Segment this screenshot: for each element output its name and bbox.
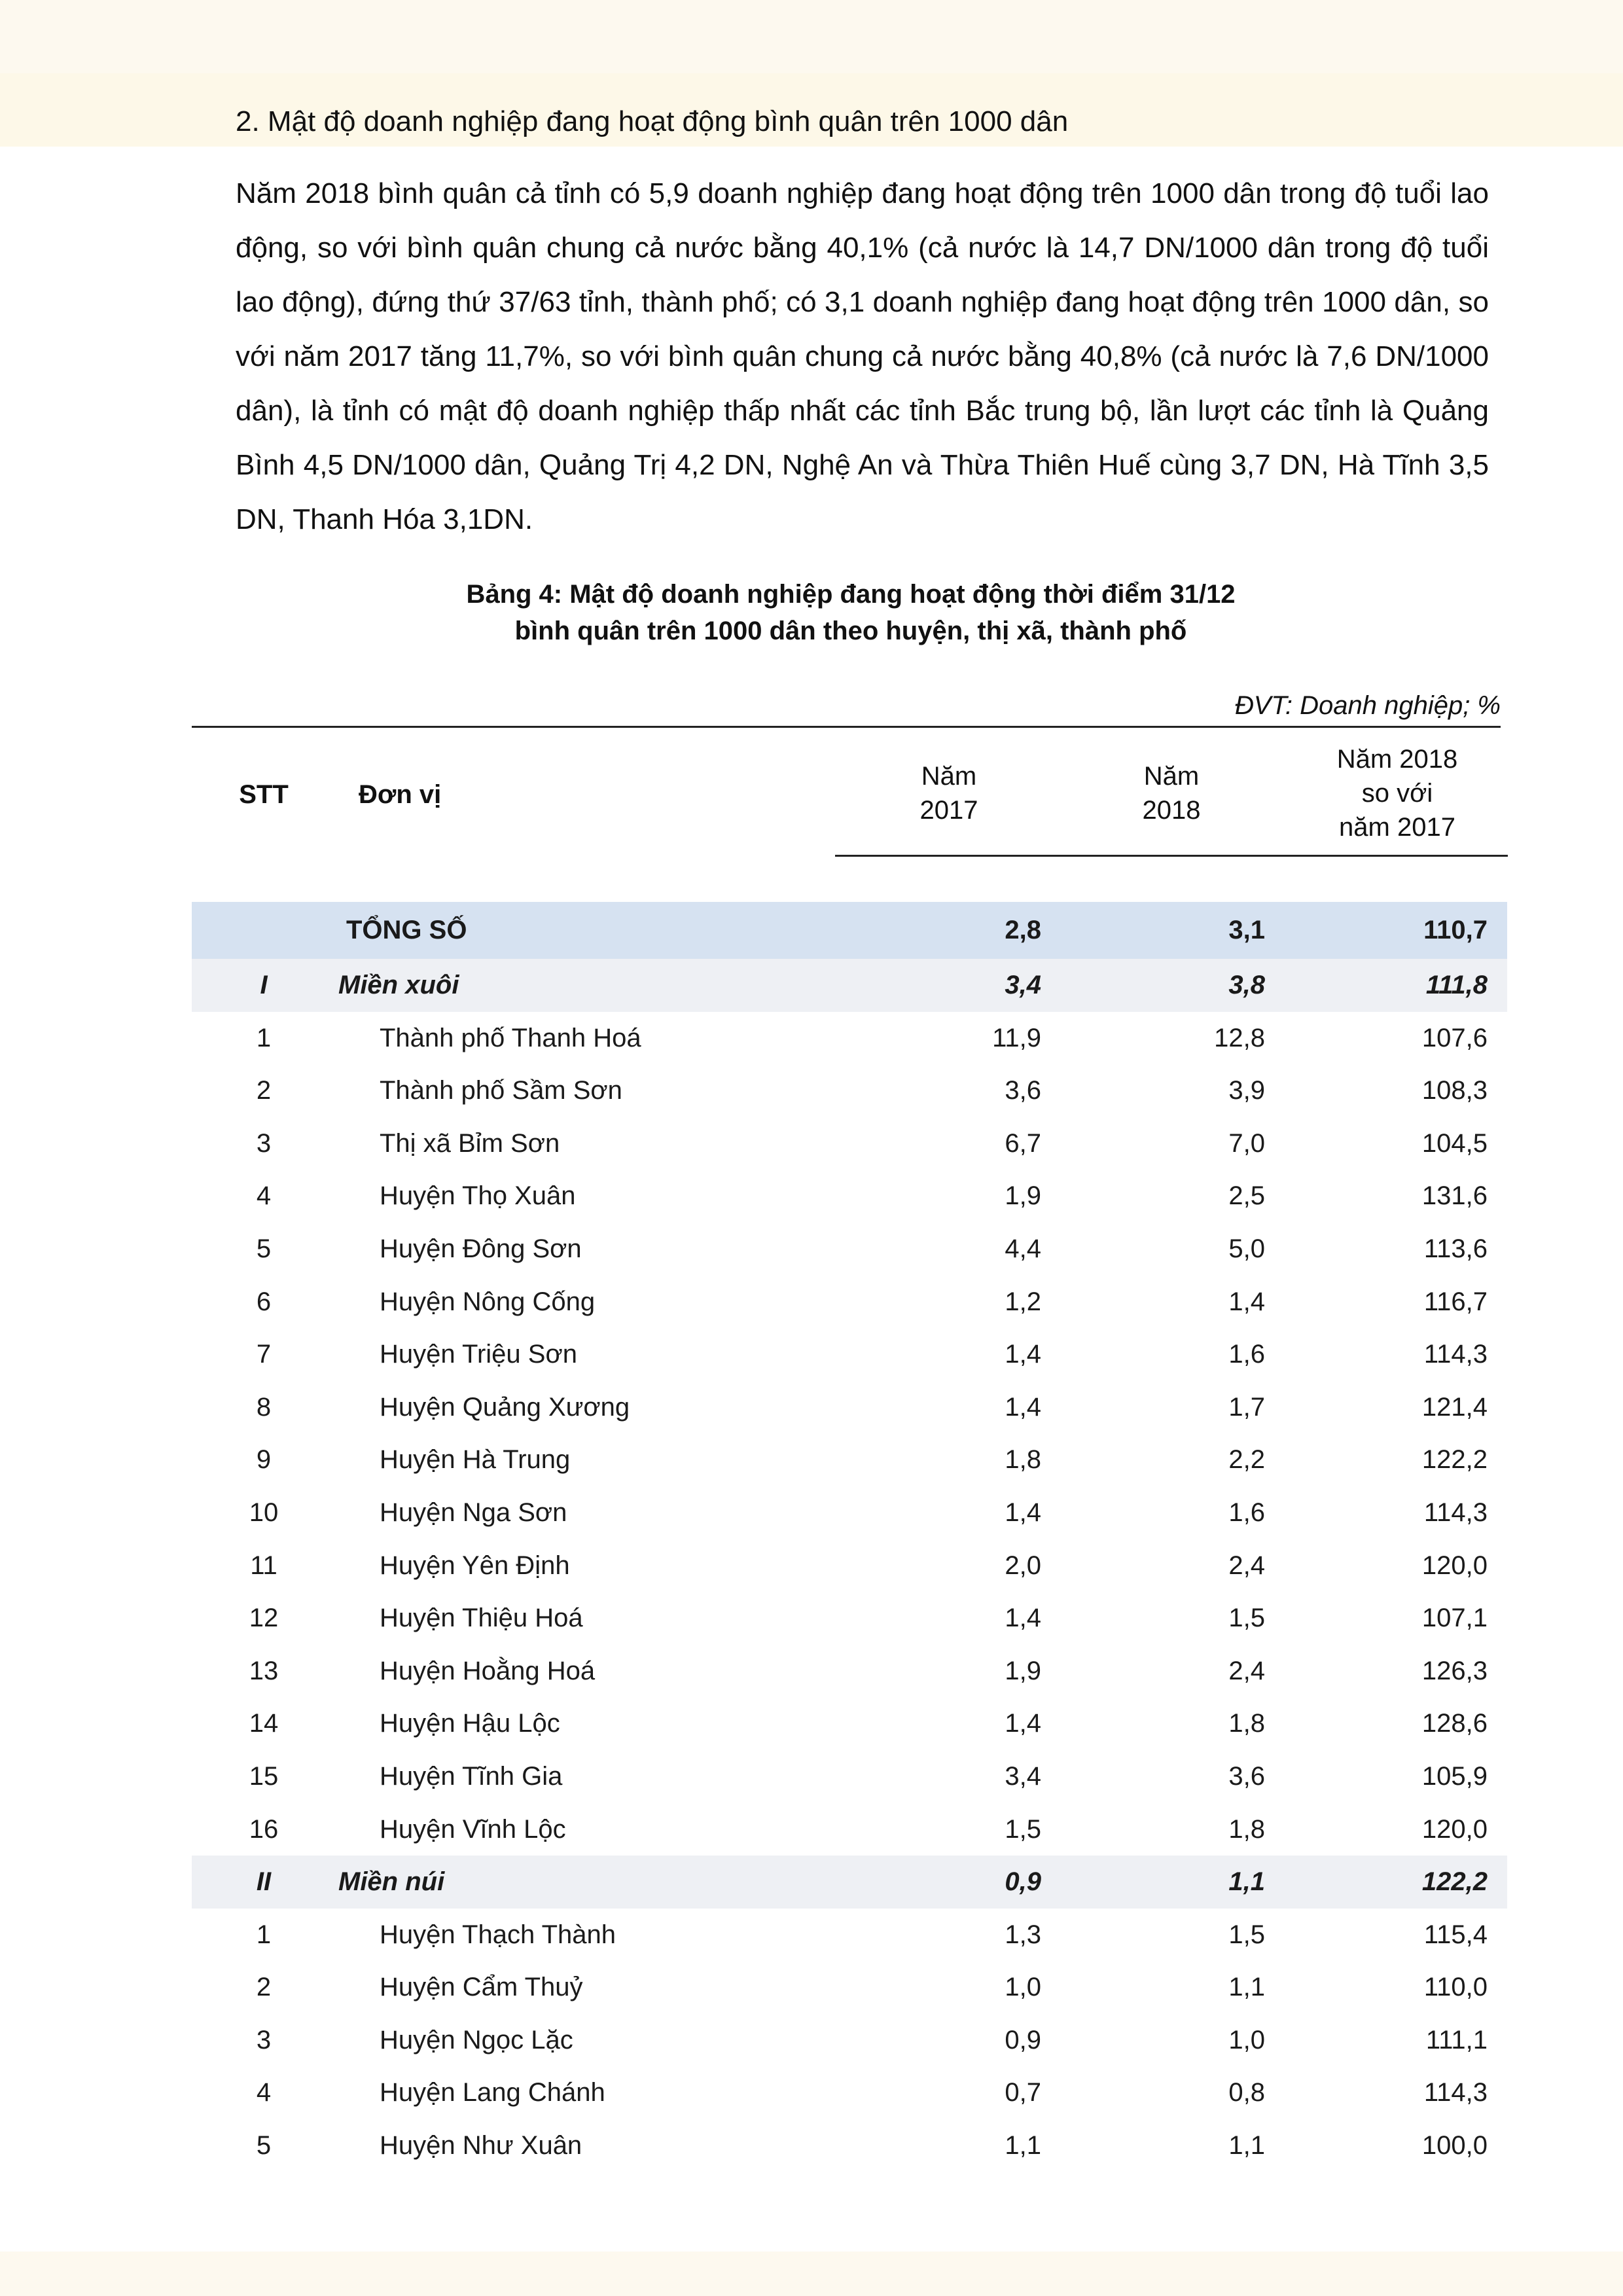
cell-stt: 4	[256, 2078, 272, 2108]
table-unit-note: ĐVT: Doanh nghiệp; %	[1234, 691, 1501, 720]
cell-percent: 116,7	[1423, 1287, 1488, 1316]
table-row	[192, 1117, 1507, 1170]
table-caption	[236, 576, 1466, 649]
cell-percent: 114,3	[1423, 1498, 1488, 1527]
cell-value-2018: 1,5	[1228, 1604, 1265, 1633]
cell-percent: 120,0	[1421, 1551, 1488, 1580]
cell-name: Huyện Nga Sơn	[380, 1498, 567, 1527]
table-row	[192, 1486, 1507, 1539]
cell-stt: 3	[256, 1128, 272, 1158]
table-row	[192, 1276, 1507, 1329]
cell-value-2017: 1,1	[1005, 2131, 1041, 2161]
table-top-rule	[192, 726, 1501, 728]
cell-value-2017: 1,4	[1005, 1340, 1041, 1369]
cell-stt: 9	[256, 1445, 272, 1475]
cell-name: Huyện Đông Sơn	[380, 1234, 582, 1263]
cell-name: Thành phố Thanh Hoá	[380, 1023, 641, 1052]
section-heading: 2. Mật độ doanh nghiệp đang hoạt động bình quân trên 1000 dân	[236, 105, 1069, 137]
cell-percent: 114,3	[1423, 2078, 1488, 2108]
table-row	[192, 1433, 1507, 1486]
cell-value-2017: 2,0	[1005, 1551, 1041, 1580]
cell-value-2018: 12,8	[1214, 1023, 1265, 1052]
cell-value-2017: 11,9	[992, 1023, 1041, 1052]
header-year-2018-line-1: Năm	[1143, 762, 1200, 791]
cell-value-2017: 3,4	[1005, 1761, 1041, 1791]
cell-value-2017: 1,4	[1005, 1498, 1041, 1527]
cell-stt: 6	[256, 1287, 272, 1316]
cell-value-2018: 1,1	[1228, 1973, 1265, 2002]
cell-stt: 10	[249, 1498, 279, 1527]
cell-value-2018: 7,0	[1228, 1128, 1265, 1158]
cell-percent: 110,0	[1423, 1973, 1488, 2002]
cell-percent: 107,1	[1421, 1604, 1488, 1633]
cell-percent: 105,9	[1421, 1761, 1488, 1791]
table-row	[192, 1697, 1507, 1750]
header-year-2017-line-1: Năm	[921, 762, 977, 791]
cell-value-2017: 1,4	[1005, 1709, 1041, 1738]
cell-stt: 15	[249, 1761, 279, 1791]
cell-percent: 104,5	[1421, 1128, 1488, 1158]
cell-value-2018: 0,8	[1228, 2078, 1265, 2108]
table-row	[192, 1645, 1507, 1698]
table-row	[192, 1170, 1507, 1223]
cell-percent: 126,3	[1421, 1656, 1488, 1685]
cell-value-2017: 1,0	[1005, 1973, 1041, 2002]
cell-value-2017: 0,9	[1005, 2025, 1041, 2054]
cell-stt: 5	[256, 2131, 272, 2161]
cell-name: Thành phố Sầm Sơn	[380, 1076, 622, 1105]
cell-value-2018: 2,4	[1228, 1551, 1265, 1580]
cell-stt: II	[256, 1867, 272, 1897]
cell-value-2017: 3,6	[1005, 1076, 1041, 1105]
cell-percent: 121,4	[1421, 1392, 1488, 1422]
header-stt: STT	[239, 780, 289, 809]
cell-stt: 14	[249, 1709, 279, 1738]
cell-name: Huyện Tĩnh Gia	[380, 1761, 563, 1791]
cell-percent: 131,6	[1421, 1181, 1488, 1211]
cell-value-2017: 0,9	[1005, 1867, 1041, 1897]
body-paragraph: Năm 2018 bình quân cả tỉnh có 5,9 doanh nghiệp đang hoạt động trên 1000 dân trong độ tuổi lao động, so với bình quân chung cả nước bằng 40,1% (cả nước là 14,7 DN/1000 dân trong độ tuổi lao động), đứng thứ 37/63 tỉnh, thành phố; có 3,1 doanh nghiệp đang hoạt động trên 1000 dân, so với năm 2017 tăng 11,7%, so với bình quân chung cả nước bằng 40,8% (cả nước là 7,6 DN/1000 dân), là tỉnh có mật độ doanh nghiệp thấp nhất các tỉnh Bắc trung bộ, lần lượt các tỉnh là Quảng Bình 4,5 DN/1000 dân, Quảng Trị 4,2 DN, Nghệ An và Thừa Thiên Huế cùng 3,7 DN, Hà Tĩnh 3,5 DN, Thanh Hóa 3,1DN.	[236, 177, 1489, 535]
table-row	[192, 1961, 1507, 2014]
cell-percent: 100,0	[1421, 2131, 1488, 2161]
cell-name: Thị xã Bỉm Sơn	[380, 1128, 560, 1158]
table-caption-line-1: Bảng 4: Mật độ doanh nghiệp đang hoạt động thời điểm 31/12	[466, 580, 1236, 609]
table-row	[192, 2014, 1507, 2067]
cell-value-2017: 1,4	[1005, 1392, 1041, 1422]
page-top-margin	[0, 0, 1623, 73]
cell-value-2018: 1,0	[1228, 2025, 1265, 2054]
cell-stt: 2	[256, 1973, 272, 2002]
cell-percent: 122,2	[1421, 1867, 1488, 1897]
table-row	[192, 2119, 1507, 2172]
header-year-2017	[851, 759, 1047, 827]
header-year-2017-line-2: 2017	[919, 796, 978, 825]
cell-name: Huyện Hoằng Hoá	[380, 1656, 596, 1685]
cell-stt: 1	[256, 1023, 272, 1052]
table-row	[192, 1750, 1507, 1803]
cell-percent: 128,6	[1421, 1709, 1488, 1738]
cell-value-2018: 3,8	[1228, 971, 1265, 999]
cell-stt: 11	[250, 1551, 277, 1580]
cell-name: Huyện Như Xuân	[380, 2131, 582, 2161]
cell-stt: 3	[256, 2025, 272, 2054]
header-comparison	[1283, 742, 1512, 844]
cell-stt: 16	[249, 1814, 279, 1844]
cell-stt: 12	[249, 1604, 279, 1633]
page-number-box	[834, 2193, 929, 2251]
header-comparison-line-2: so với	[1361, 779, 1433, 808]
cell-value-2017: 2,8	[1005, 916, 1041, 944]
cell-value-2018: 3,9	[1228, 1076, 1265, 1105]
cell-value-2018: 1,1	[1228, 2131, 1265, 2161]
cell-percent: 113,6	[1423, 1234, 1488, 1263]
cell-name: TỔNG SỐ	[346, 916, 467, 944]
cell-value-2017: 1,9	[1005, 1181, 1041, 1211]
table-row	[192, 1539, 1507, 1592]
cell-stt: 1	[256, 1920, 272, 1949]
cell-name: Huyện Thọ Xuân	[380, 1181, 576, 1211]
header-comparison-line-1: Năm 2018	[1336, 745, 1458, 774]
cell-value-2018: 1,1	[1228, 1867, 1265, 1897]
table-header-rule	[835, 855, 1508, 857]
cell-value-2017: 1,2	[1005, 1287, 1041, 1316]
cell-value-2018: 2,4	[1228, 1656, 1265, 1685]
cell-value-2018: 3,6	[1228, 1761, 1265, 1791]
cell-percent: 110,7	[1423, 916, 1488, 944]
cell-percent: 120,0	[1421, 1814, 1488, 1844]
cell-name: Huyện Quảng Xương	[380, 1392, 630, 1422]
cell-stt: 8	[256, 1392, 272, 1422]
cell-name: Huyện Triệu Sơn	[380, 1340, 577, 1369]
cell-name: Huyện Vĩnh Lộc	[380, 1814, 566, 1844]
cell-value-2017: 4,4	[1005, 1234, 1041, 1263]
cell-name: Huyện Nông Cống	[380, 1287, 596, 1316]
table-row	[192, 1012, 1507, 1065]
cell-name: Huyện Cẩm Thuỷ	[380, 1973, 583, 2002]
header-year-2018-line-2: 2018	[1142, 796, 1201, 825]
cell-percent: 107,6	[1421, 1023, 1488, 1052]
cell-name: Huyện Thạch Thành	[380, 1920, 616, 1949]
cell-name: Huyện Lang Chánh	[380, 2078, 605, 2108]
table-row-region	[192, 1856, 1507, 1909]
cell-percent: 115,4	[1423, 1920, 1488, 1949]
cell-stt: 5	[256, 1234, 272, 1263]
table-row	[192, 1223, 1507, 1276]
cell-stt: 2	[256, 1076, 272, 1105]
cell-value-2017: 1,5	[1005, 1814, 1041, 1844]
cell-name: Miền núi	[338, 1867, 445, 1897]
cell-value-2018: 5,0	[1228, 1234, 1265, 1263]
cell-value-2018: 1,6	[1228, 1498, 1265, 1527]
cell-stt: 7	[256, 1340, 272, 1369]
cell-percent: 122,2	[1421, 1445, 1488, 1475]
cell-name: Huyện Hậu Lộc	[380, 1709, 560, 1738]
cell-value-2017: 1,8	[1005, 1445, 1041, 1475]
cell-percent: 114,3	[1423, 1340, 1488, 1369]
table-row	[192, 2066, 1507, 2119]
cell-stt: I	[260, 971, 268, 999]
cell-name: Miền xuôi	[338, 971, 459, 999]
table-row	[192, 1592, 1507, 1645]
table-row	[192, 1064, 1507, 1117]
header-unit: Đơn vị	[359, 780, 442, 809]
cell-value-2018: 1,6	[1228, 1340, 1265, 1369]
cell-value-2017: 6,7	[1005, 1128, 1041, 1158]
cell-value-2018: 1,5	[1228, 1920, 1265, 1949]
header-comparison-line-3: năm 2017	[1339, 813, 1455, 842]
cell-value-2018: 3,1	[1228, 916, 1265, 944]
cell-value-2018: 2,2	[1228, 1445, 1265, 1475]
table-row	[192, 1328, 1507, 1381]
cell-value-2017: 1,9	[1005, 1656, 1041, 1685]
cell-name: Huyện Ngọc Lặc	[380, 2025, 573, 2054]
cell-stt: 13	[249, 1656, 279, 1685]
table-row-region	[192, 959, 1507, 1012]
cell-value-2017: 0,7	[1005, 2078, 1041, 2108]
cell-value-2017: 1,3	[1005, 1920, 1041, 1949]
cell-percent: 108,3	[1421, 1076, 1488, 1105]
page-bottom-margin	[0, 2251, 1623, 2296]
table-row	[192, 1803, 1507, 1856]
table-row	[192, 1381, 1507, 1434]
table-caption-line-2: bình quân trên 1000 dân theo huyện, thị xã, thành phố	[514, 617, 1187, 645]
cell-value-2018: 1,8	[1228, 1709, 1265, 1738]
cell-name: Huyện Thiệu Hoá	[380, 1604, 583, 1633]
cell-value-2017: 1,4	[1005, 1604, 1041, 1633]
cell-value-2018: 1,4	[1228, 1287, 1265, 1316]
cell-value-2017: 3,4	[1005, 971, 1041, 999]
cell-value-2018: 2,5	[1228, 1181, 1265, 1211]
table-body	[192, 902, 1507, 2172]
header-year-2018	[1073, 759, 1270, 827]
cell-percent: 111,8	[1425, 971, 1488, 999]
cell-stt: 4	[256, 1181, 272, 1211]
cell-value-2018: 1,7	[1228, 1392, 1265, 1422]
cell-percent: 111,1	[1425, 2025, 1488, 2054]
cell-name: Huyện Yên Định	[380, 1551, 570, 1580]
table-row	[192, 1909, 1507, 1962]
cell-name: Huyện Hà Trung	[380, 1445, 571, 1475]
cell-value-2018: 1,8	[1228, 1814, 1265, 1844]
table-row-total	[192, 902, 1507, 959]
